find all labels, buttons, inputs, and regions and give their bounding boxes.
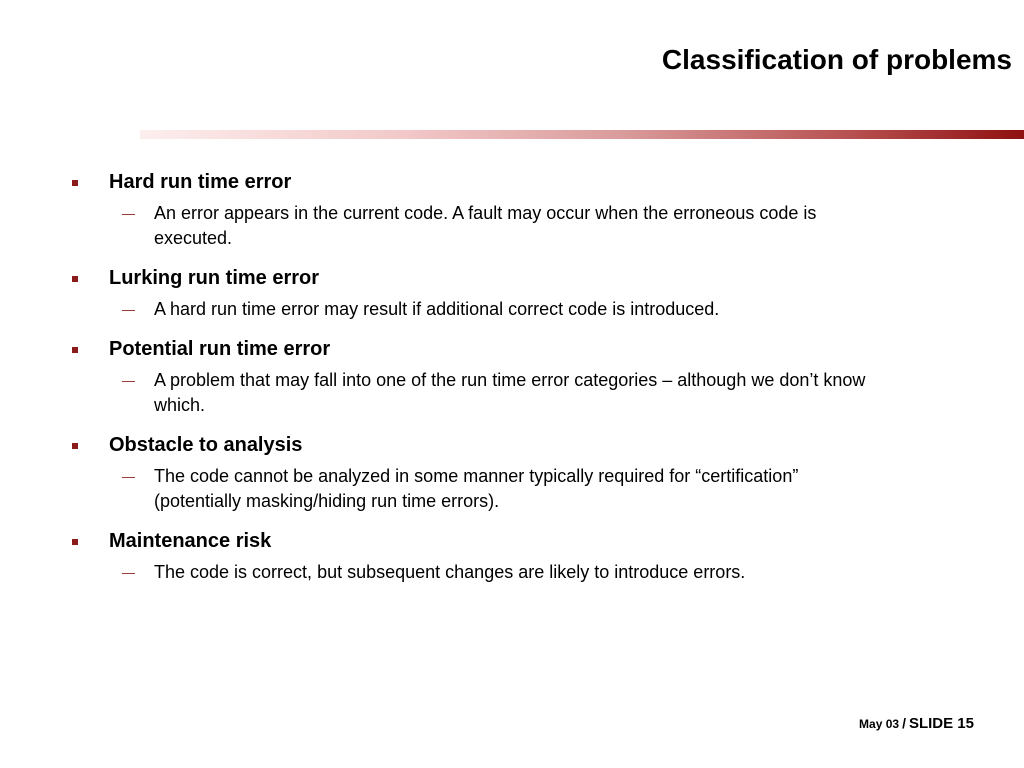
sub-bullet-text: The code is correct, but subsequent changes are likely to introduce errors. — [154, 562, 746, 582]
sub-bullet-text: A problem that may fall into one of the run time error categories – although we don’t know which. — [154, 370, 866, 415]
square-bullet-icon — [72, 539, 78, 545]
bullet-heading — [72, 529, 972, 553]
sub-bullet — [72, 368, 874, 418]
list-item — [72, 170, 972, 251]
list-item — [72, 337, 972, 418]
slide-number: SLIDE 15 — [908, 715, 974, 732]
list-item — [72, 529, 972, 585]
footer-date: May 03 — [859, 717, 900, 731]
square-bullet-icon — [72, 276, 78, 282]
footer-separator: / — [902, 715, 906, 731]
sub-bullet — [72, 297, 874, 322]
sub-bullet-text: An error appears in the current code. A fault may occur when the erroneous code is executed. — [154, 203, 817, 248]
sub-bullet-text: A hard run time error may result if additional correct code is introduced. — [154, 299, 720, 319]
list-item — [72, 266, 972, 322]
bullet-heading — [72, 170, 972, 194]
dash-bullet-icon: — — [122, 373, 135, 388]
bullet-heading-text: Hard run time error — [109, 171, 292, 193]
bullet-heading-text: Lurking run time error — [109, 267, 320, 289]
sub-bullet-text: The code cannot be analyzed in some manner typically required for “certification” (potentially masking/hiding run time errors). — [154, 466, 799, 511]
bullet-heading — [72, 266, 972, 290]
slide-footer — [859, 715, 974, 733]
title-divider — [140, 130, 1024, 139]
sub-bullet — [72, 560, 874, 585]
dash-bullet-icon: — — [122, 565, 135, 580]
dash-bullet-icon: — — [122, 469, 135, 484]
square-bullet-icon — [72, 443, 78, 449]
dash-bullet-icon: — — [122, 302, 135, 317]
bullet-heading — [72, 433, 972, 457]
bullet-heading-text: Potential run time error — [109, 338, 331, 360]
sub-bullet — [72, 201, 874, 251]
sub-bullet — [72, 464, 874, 514]
square-bullet-icon — [72, 347, 78, 353]
bullet-list — [72, 170, 972, 585]
dash-bullet-icon: — — [122, 206, 135, 221]
list-item — [72, 433, 972, 514]
bullet-heading-text: Maintenance risk — [109, 530, 272, 552]
bullet-heading-text: Obstacle to analysis — [109, 434, 303, 456]
square-bullet-icon — [72, 180, 78, 186]
bullet-heading — [72, 337, 972, 361]
slide-title: Classification of problems — [661, 44, 1012, 75]
